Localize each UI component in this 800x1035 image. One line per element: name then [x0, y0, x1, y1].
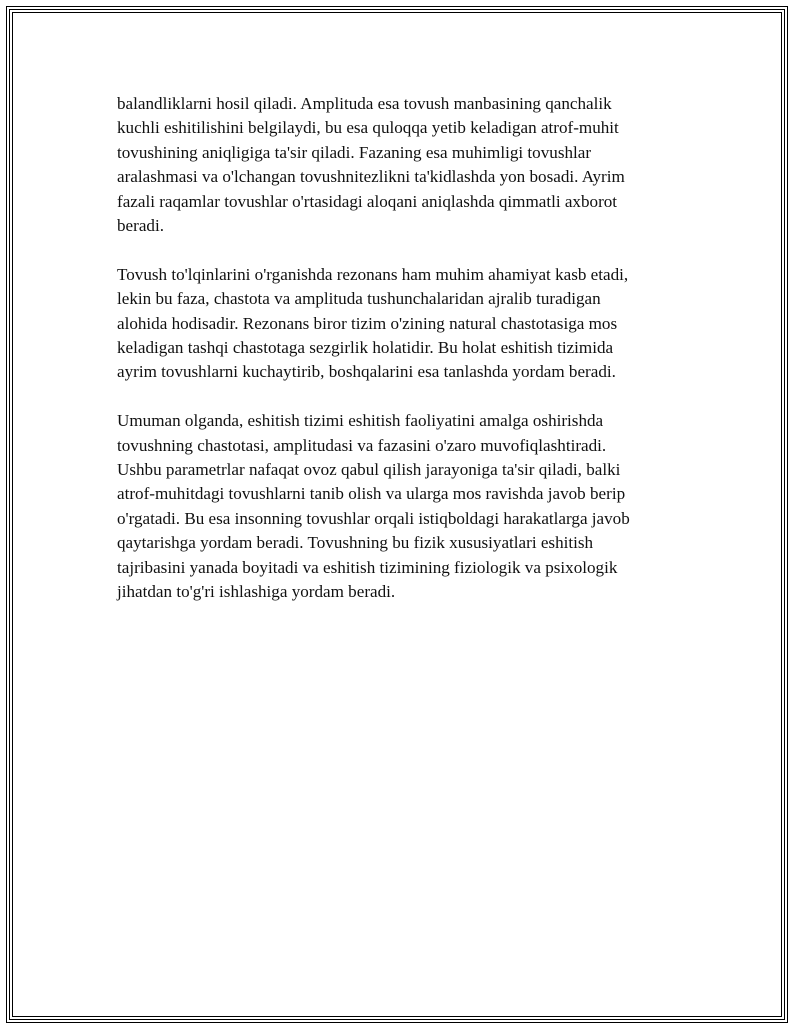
document-body: [117, 92, 687, 629]
paragraph: Tovush to'lqinlarini o'rganishda rezonans ham muhim ahamiyat kasb etadi, lekin bu faza, chastota va amplituda tushunchalaridan ajralib turadigan alohida hodisadir. Rezonans biror tizim o'zining natural chastotasiga mos keladigan tashqi chastotaga sezgirlik holatidir. Bu holat eshitish tizimida ayrim tovushlarni kuchaytirib, boshqalarini esa tanlashda yordam beradi.: [117, 264, 629, 382]
paragraph: balandliklarni hosil qiladi. Amplituda esa tovush manbasining qanchalik kuchli eshitilishini belgilaydi, bu esa quloqqa yetib keladigan atrof-muhit tovushining aniqligiga ta'sir qiladi. Fazaning esa muhimligi tovushlar aralashmasi va o'lchangan tovushnitezlikni ta'kidlashda yon bosadi. Ayrim fazali raqamlar tovushlar o'rtasidagi aloqani aniqlashda qimmatli axborot beradi.: [117, 94, 625, 236]
paragraph: Umuman olganda, eshitish tizimi eshitish faoliyatini amalga oshirishda tovushning chastotasi, amplitudasi va fazasini o'zaro muvofiqlashtiradi. Ushbu parametrlar nafaqat ovoz qabul qilish jarayoniga ta'sir qiladi, balki atrof-muhitdagi tovushlarni tanib olish va ularga mos ravishda javob berip o'rgatadi. Bu esa insonning tovushlar orqali istiqboldagi harakatlarga javob qaytarishga yordam beradi. Tovushning bu fizik xususiyatlari eshitish tajribasini yanada boyitadi va eshitish tizimining fiziologik va psixologik jihatdan to'g'ri ishlashiga yordam beradi.: [117, 411, 630, 602]
